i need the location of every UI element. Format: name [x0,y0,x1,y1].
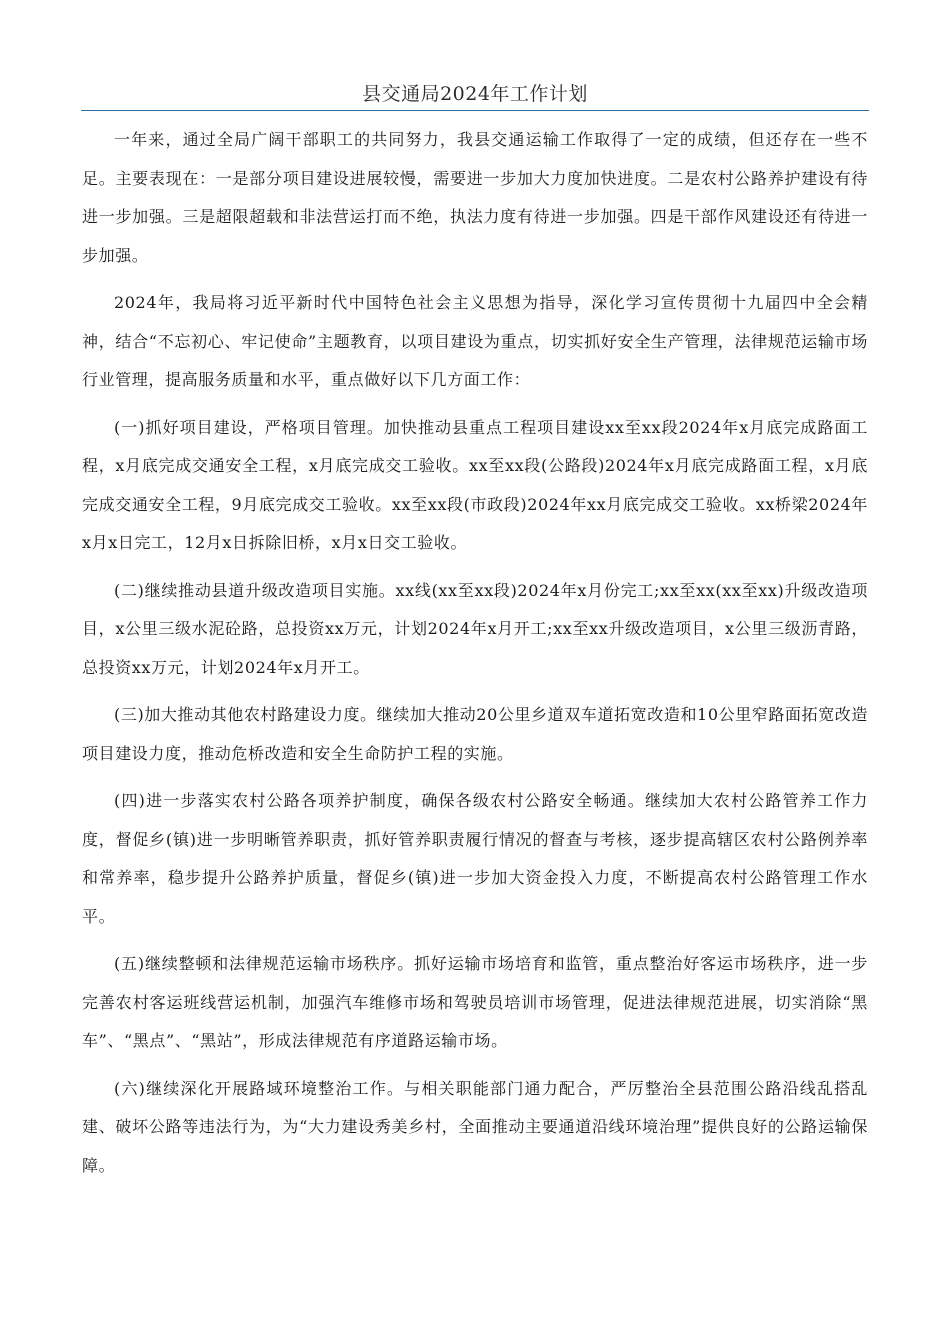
paragraph-plan-intro: 2024年，我局将习近平新时代中国特色社会主义思想为指导，深化学习宣传贯彻十九届四中全会精神，结合“不忘初心、牢记使命”主题教育，以项目建设为重点，切实抓好安全生产管理，法律规范运输市场行业管理，提高服务质量和水平，重点做好以下几方面工作： [82,293,868,389]
paragraph-item-2: (二)继续推动县道升级改造项目实施。xx线(xx至xx段)2024年x月份完工;xx至xx(xx至xx)升级改造项目，x公里三级水泥砼路，总投资xx万元，计划2024年x月开工;xx至xx升级改造项目，x公里三级沥青路，总投资xx万元，计划2024年x月开工。 [82,580,868,677]
paragraph-item-1: (一)抓好项目建设，严格项目管理。加快推动县重点工程项目建设xx至xx段2024年x月底完成路面工程，x月底完成交通安全工程，x月底完成交工验收。xx至xx段(公路段)2024年x月底完成路面工程，x月底完成交通安全工程，9月底完成交工验收。xx至xx段(市政段)2024年xx月底完成交工验收。xx桥梁2024年x月x日完工，12月x日拆除旧桥，x月x日交工验收。 [82,417,868,552]
document-header [81,80,869,111]
paragraph-summary: 一年来，通过全局广阔干部职工的共同努力，我县交通运输工作取得了一定的成绩，但还存在一些不足。主要表现在：一是部分项目建设进展较慢，需要进一步加大力度加快进度。二是农村公路养护建设有待进一步加强。三是超限超载和非法营运打而不绝，执法力度有待进一步加强。四是干部作风建设还有待进一步加强。 [82,130,868,265]
paragraph-item-5: (五)继续整顿和法律规范运输市场秩序。抓好运输市场培育和监管，重点整治好客运市场秩序，进一步完善农村客运班线营运机制，加强汽车维修市场和驾驶员培训市场管理，促进法律规范进展，切实消除“黑车”、“黑点”、“黑站”，形成法律规范有序道路运输市场。 [82,954,868,1050]
document-body [82,121,868,1185]
paragraph-item-6: (六)继续深化开展路域环境整治工作。与相关职能部门通力配合，严厉整治全县范围公路沿线乱搭乱建、破坏公路等违法行为，为“大力建设秀美乡村，全面推动主要通道沿线环境治理”提供良好的公路运输保障。 [82,1078,868,1175]
paragraph-item-4: (四)进一步落实农村公路各项养护制度，确保各级农村公路安全畅通。继续加大农村公路管养工作力度，督促乡(镇)进一步明晰管养职责，抓好管养职责履行情况的督查与考核，逐步提高辖区农村公路例养率和常养率，稳步提升公路养护质量，督促乡(镇)进一步加大资金投入力度，不断提高农村公路管理工作水平。 [82,791,868,926]
paragraph-item-3: (三)加大推动其他农村路建设力度。继续加大推动20公里乡道双车道拓宽改造和10公里窄路面拓宽改造项目建设力度，推动危桥改造和安全生命防护工程的实施。 [82,705,869,763]
document-title: 县交通局2024年工作计划 [362,83,588,105]
